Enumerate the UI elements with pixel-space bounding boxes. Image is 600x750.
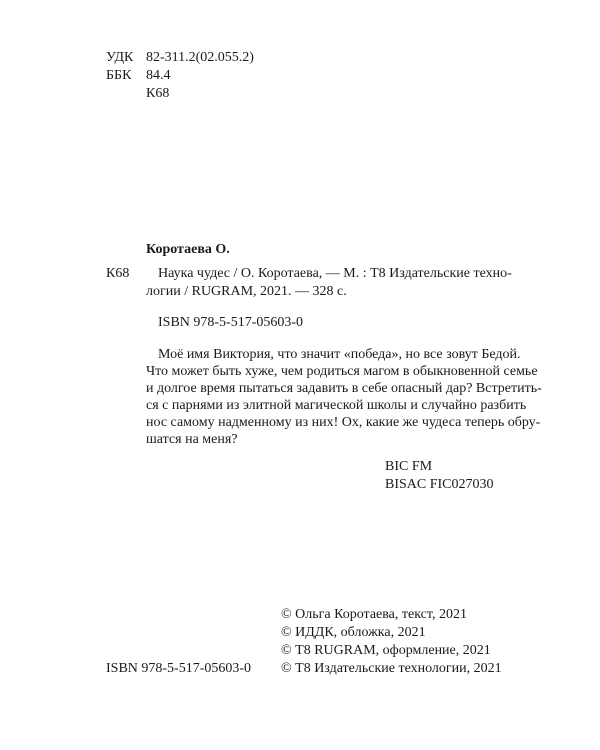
copyright-line: © Ольга Коротаева, текст, 2021 <box>281 607 467 622</box>
copyright-line: © Т8 Издательские технологии, 2021 <box>281 661 502 676</box>
author-mark: К68 <box>106 266 130 281</box>
copyright-line: © ИДДК, обложка, 2021 <box>281 625 426 640</box>
annotation-line: Моё имя Виктория, что значит «победа», но все зовут Бедой. <box>158 347 521 362</box>
annotation-line: ся с парнями из элитной магической школы и случайно разбить <box>146 398 527 413</box>
annotation-line: и долгое время пытаться задавить в себе опасный дар? Встретить- <box>146 381 542 396</box>
description-line-1: Наука чудес / О. Коротаева, — М. : Т8 Издательские техно- <box>158 266 512 281</box>
annotation <box>146 346 542 448</box>
author-name: Коротаева О. <box>146 242 230 257</box>
annotation-line: шатся на меня? <box>146 432 238 447</box>
bic-code: BIC FM <box>385 459 433 474</box>
udk-value: 82-311.2(02.055.2) <box>146 50 254 65</box>
isbn-entry: ISBN 978-5-517-05603-0 <box>158 315 304 330</box>
description-line-2: логии / RUGRAM, 2021. — 328 с. <box>146 284 347 299</box>
annotation-line: Что может быть хуже, чем родиться магом в обыкновенной семье <box>146 364 538 379</box>
copyright-line: © Т8 RUGRAM, оформление, 2021 <box>281 643 491 658</box>
udk-label: УДК <box>106 50 134 65</box>
bbk-value: 84.4 <box>146 68 171 83</box>
bbk-label: ББК <box>106 68 132 83</box>
bisac-code: BISAC FIC027030 <box>385 477 494 492</box>
author-mark-top: К68 <box>146 86 170 101</box>
annotation-line: нос самому надменному из них! Ох, какие же чудеса теперь обру- <box>146 415 541 430</box>
isbn-footer: ISBN 978-5-517-05603-0 <box>106 661 252 676</box>
